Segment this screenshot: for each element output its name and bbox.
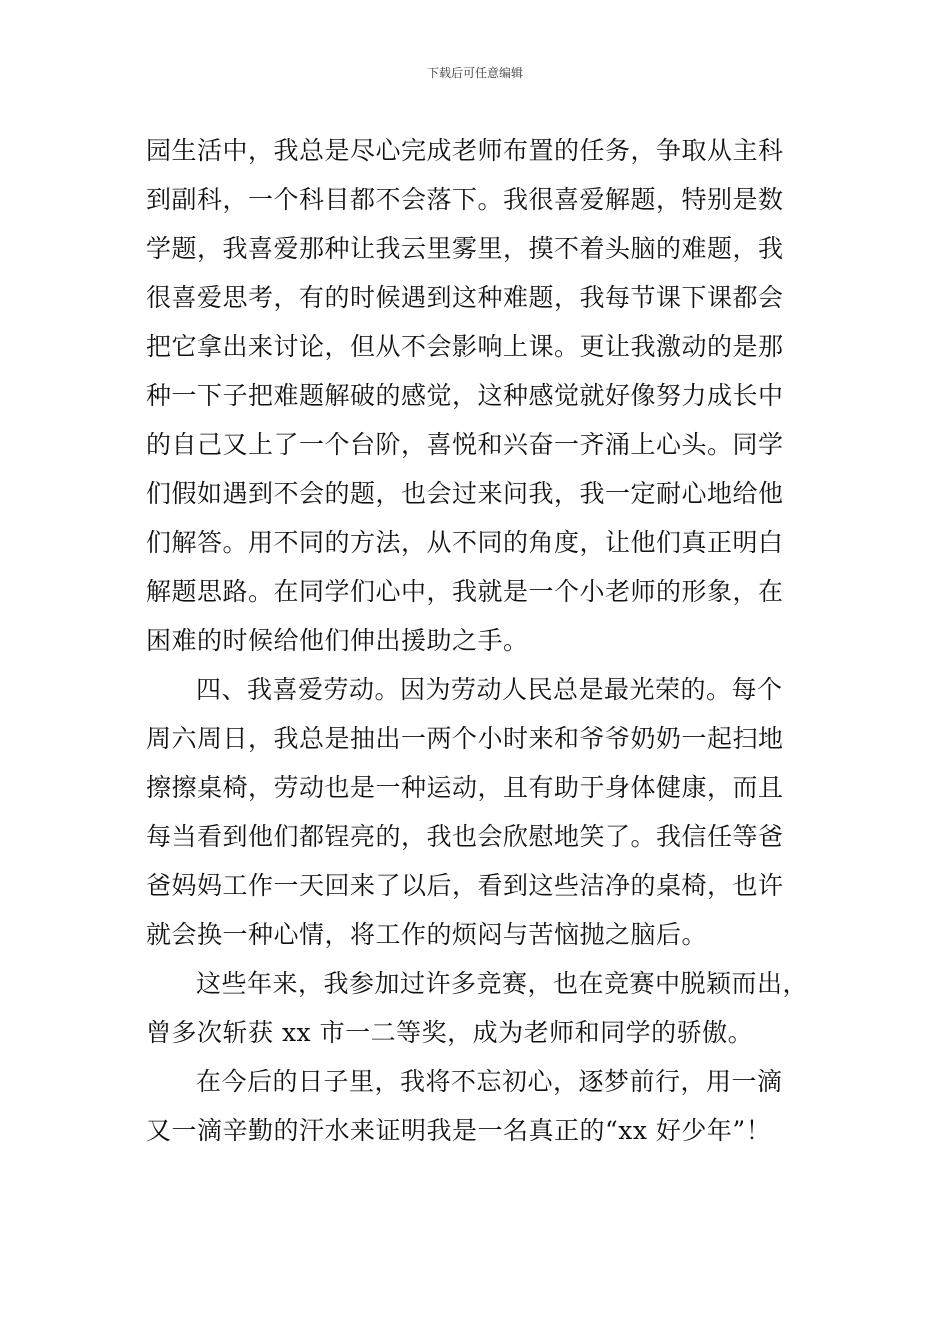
text-line: 爸妈妈工作一天回来了以后，看到这些洁净的桌椅，也许 bbox=[146, 871, 784, 900]
text-line: 园生活中，我总是尽心完成老师布置的任务，争取从主科 bbox=[146, 136, 784, 165]
text-line: 就会换一种心情，将工作的烦闷与苦恼抛之脑后。 bbox=[146, 920, 708, 949]
paragraph-start-line: 这些年来，我参加过许多竞赛，也在竞赛中脱颖而出， bbox=[196, 969, 809, 998]
text-line: 又一滴辛勤的汗水来证明我是一名真正的“xx 好少年”！ bbox=[146, 1116, 772, 1145]
text-line: 解题思路。在同学们心中，我就是一个小老师的形象，在 bbox=[146, 577, 784, 606]
text-line: 每当看到他们都锃亮的，我也会欣慰地笑了。我信任等爸 bbox=[146, 822, 784, 851]
text-line: 们解答。用不同的方法，从不同的角度，让他们真正明白 bbox=[146, 528, 784, 557]
text-line: 把它拿出来讨论，但从不会影响上课。更让我激动的是那 bbox=[146, 332, 784, 361]
paragraph-start-line: 在今后的日子里，我将不忘初心，逐梦前行，用一滴 bbox=[196, 1067, 783, 1096]
text-line: 曾多次斩获 xx 市一二等奖，成为老师和同学的骄傲。 bbox=[146, 1018, 754, 1047]
text-line: 困难的时候给他们伸出援助之手。 bbox=[146, 626, 529, 655]
text-line: 到副科，一个科目都不会落下。我很喜爱解题，特别是数 bbox=[146, 185, 784, 214]
page-header: 下载后可任意编辑 bbox=[426, 66, 523, 80]
text-line: 学题，我喜爱那种让我云里雾里，摸不着头脑的难题，我 bbox=[146, 234, 784, 263]
paragraph-start-line: 四、我喜爱劳动。因为劳动人民总是最光荣的。每个 bbox=[196, 675, 783, 704]
text-line: 很喜爱思考，有的时候遇到这种难题，我每节课下课都会 bbox=[146, 283, 784, 312]
text-line: 周六周日，我总是抽出一两个小时来和爷爷奶奶一起扫地 bbox=[146, 724, 784, 753]
text-line: 们假如遇到不会的题，也会过来问我，我一定耐心地给他 bbox=[146, 479, 784, 508]
text-line: 的自己又上了一个台阶，喜悦和兴奋一齐涌上心头。同学 bbox=[146, 430, 784, 459]
document-body bbox=[146, 126, 816, 1155]
text-line: 擦擦桌椅，劳动也是一种运动，且有助于身体健康，而且 bbox=[146, 773, 784, 802]
text-line: 种一下子把难题解破的感觉，这种感觉就好像努力成长中 bbox=[146, 381, 784, 410]
